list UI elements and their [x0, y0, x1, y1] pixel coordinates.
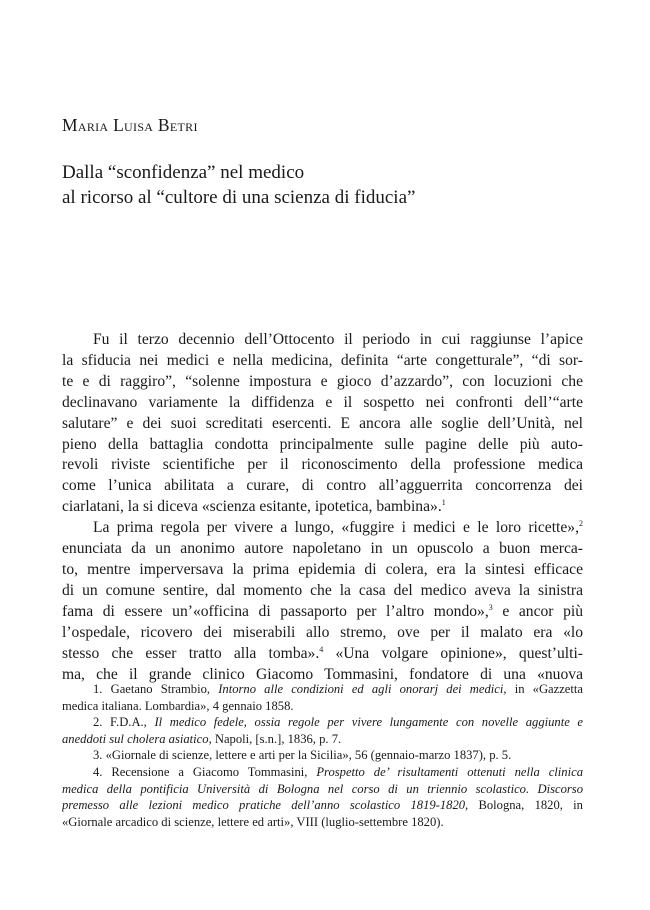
footnote-1-cont: medica italiana. Lombardia», 4 gennaio 1858.: [62, 698, 294, 713]
footnote-4-cont: [62, 781, 583, 798]
body-line-text: fama di essere un’«officina di passaporto per l’altro mondo»,: [62, 602, 489, 620]
body-line: ma, che il grande clinico Giacomo Tommasini, fondatore di una «nuova: [62, 665, 583, 683]
footnote-italic: aneddoti sul cholera asiatico: [62, 731, 209, 746]
footnote-1: [62, 681, 583, 698]
footnote-number: 1.: [93, 682, 103, 696]
footnote-2: [62, 714, 583, 731]
footnote-text: 4. Recensione a Giacomo Tommasini,: [93, 764, 317, 779]
title-line: al ricorso al “cultore di una scienza di fiducia”: [62, 187, 416, 208]
body-line: [62, 497, 583, 518]
body-line: salutare” e dei suoi screditati esercenti. E ancora alle soglie dell’Unità, nel: [62, 414, 583, 432]
footnote-4: [62, 764, 583, 781]
body-line-text: stesso che esser tratto alla tomba».: [62, 644, 320, 662]
footnote-text: , Bologna, 1820, in: [465, 798, 583, 813]
footnote-number: 2.: [93, 715, 103, 730]
body-line-text: La prima regola per vivere a lungo, «fuggire i medici e le loro ricette»,: [93, 519, 579, 537]
footnote-italic: Il medico fedele, ossia regole per vivere lungamente con novelle aggiunte e: [154, 715, 583, 730]
body-line: come l’unica abilitata a curare, di contro all’agguerrita concorrenza dei: [62, 477, 583, 495]
body-line-text: e ancor più: [492, 602, 583, 620]
footnote-2-cont: [62, 731, 583, 748]
body-line: enunciata da un anonimo autore napoletano in un opuscolo a buon merca-: [62, 540, 583, 558]
body-line: l’ospedale, ricovero dei miserabili allo stremo, ove per il malato era «lo: [62, 623, 583, 641]
chapter-author: Maria Luisa Betri: [62, 115, 198, 135]
chapter-title: [62, 160, 602, 210]
body-line: [62, 602, 583, 623]
footnote-italic: Prospetto de’ risultamenti ottenuti nella clinica: [316, 764, 583, 779]
body-line: declinavano variamente la diffidenza e il sospetto nei confronti dell’“arte: [62, 393, 583, 411]
footnote-ref: 4: [319, 644, 324, 654]
title-line: Dalla “sconfidenza” nel medico: [62, 162, 305, 183]
footnote-italic: Intorno alle condizioni ed agli onorarj dei medici: [218, 682, 504, 696]
body-line: pieno della battaglia condotta principalmente sulle pagine delle più auto-: [62, 435, 583, 453]
body-line: Fu il terzo decennio dell’Ottocento il periodo in cui raggiunse l’apice: [93, 331, 583, 348]
footnote-italic: premesso alle lezioni medico pratiche dell’anno scolastico 1819-1820: [62, 798, 466, 813]
footnote-ref: 2: [579, 519, 583, 529]
body-line: [62, 518, 583, 539]
footnote-ref: 1: [441, 498, 446, 508]
footnote-4-cont: «Giornale arcadico di scienze, lettere ed arti», VIII (luglio-settembre 1820).: [62, 814, 444, 829]
footnote-text: F.D.A.,: [102, 715, 155, 730]
footnote-3: 3. «Giornale di scienze, lettere e arti per la Sicilia», 56 (gennaio-marzo 1837), p. 5.: [93, 748, 512, 763]
footnote-text: , in «Gazzetta: [503, 682, 583, 696]
footnotes: [62, 681, 583, 830]
footnote-4-cont: [62, 797, 583, 814]
footnote-text: Gaetano Strambio,: [102, 682, 219, 696]
body-line: te e di raggiro”, “solenne impostura e gioco d’azzardo”, con locuzioni che: [62, 372, 583, 390]
body-line: la sfiducia nei medici e nella medicina, definita “arte congetturale”, “di sor-: [62, 351, 583, 369]
footnote-text: , Napoli, [s.n.], 1836, p. 7.: [208, 731, 342, 746]
footnote-ref: 3: [488, 602, 493, 612]
body-line: to, mentre imperversava la prima epidemia di colera, era la sintesi efficace: [62, 560, 583, 578]
body-line: [62, 644, 583, 665]
body-line-text: ciarlatani, la si diceva «scienza esitante, ipotetica, bambina».: [62, 498, 442, 516]
body-line-text: «Una volgare opinione», quest’ulti-: [323, 644, 583, 662]
body-line: revoli riviste scientifiche per il riconoscimento della professione medica: [62, 456, 583, 474]
footnote-italic: medica della pontificia Università di Bologna nel corso di un triennio scolastico. Discorso: [62, 781, 583, 796]
body-text: [62, 330, 583, 685]
body-line: di un comune sentire, dal momento che la casa del medico aveva la sinistra: [62, 581, 583, 599]
